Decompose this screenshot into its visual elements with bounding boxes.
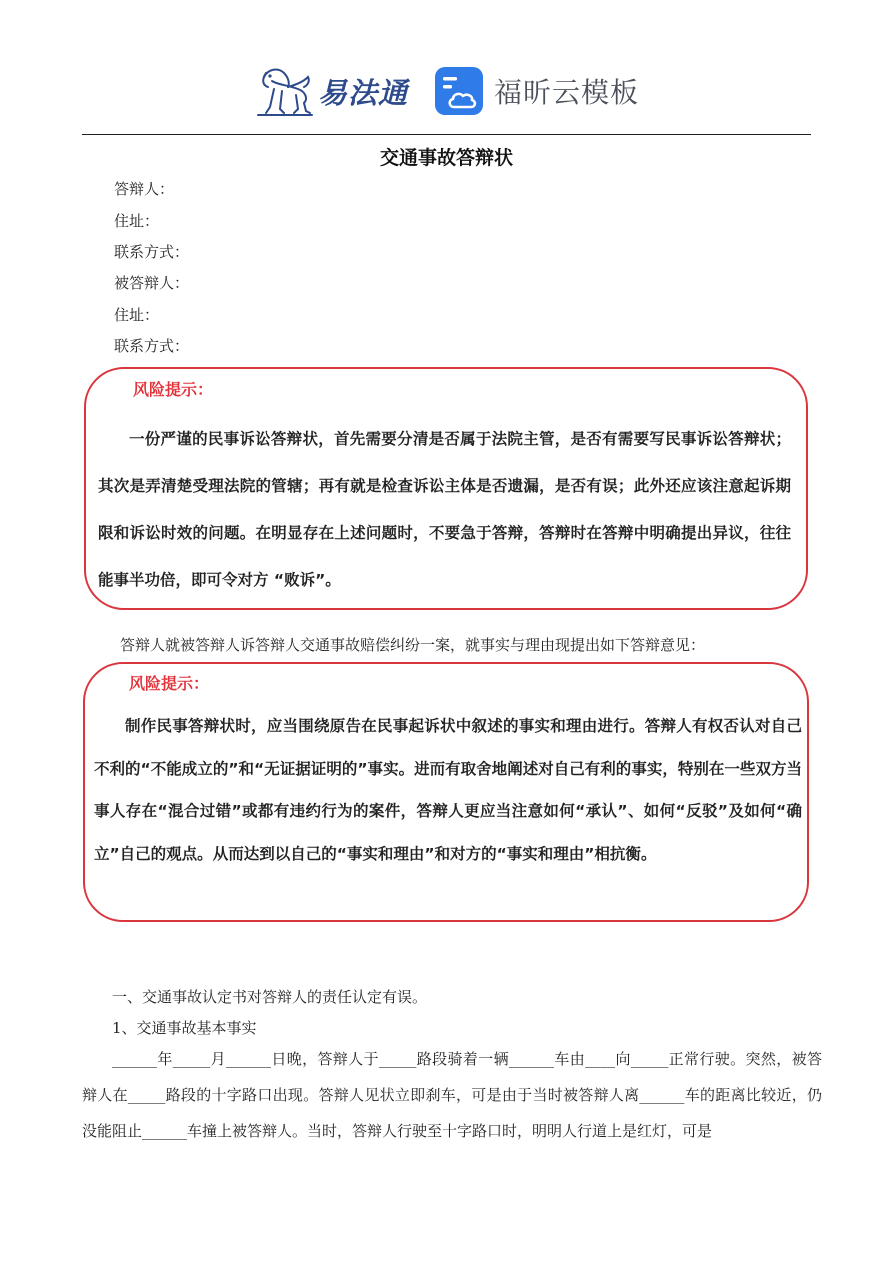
header-divider — [82, 134, 811, 135]
risk-notice-title: 风险提示： — [133, 380, 214, 399]
claimant-address-field: 住址： — [114, 306, 160, 324]
subsection-heading: 1、交通事故基本事实 — [112, 1019, 257, 1037]
cloud-document-icon — [434, 66, 484, 116]
respondent-contact-field: 联系方式： — [114, 243, 190, 261]
defense-intro: 答辩人就被答辩人诉答辩人交通事故赔偿纠纷一案，就事实与理由现提出如下答辩意见： — [120, 636, 706, 654]
claimant-field: 被答辩人： — [114, 274, 190, 292]
risk-notice-title: 风险提示： — [129, 674, 210, 693]
yifatong-logo — [254, 63, 408, 119]
page-header — [0, 58, 893, 124]
risk-notice-box — [83, 662, 809, 922]
foxit-cloud-template-logo — [434, 66, 639, 116]
document-title: 交通事故答辩状 — [379, 147, 513, 169]
claimant-contact-field: 联系方式： — [114, 337, 190, 355]
respondent-address-field: 住址： — [114, 212, 160, 230]
risk-notice-box — [84, 367, 808, 610]
qilin-emblem-icon — [254, 63, 314, 119]
respondent-field: 答辩人： — [114, 180, 175, 198]
fact-paragraph: ______年_____月______日晚，答辩人于_____路段骑着一辆______车由____向_____正常行驶。突然，被答辩人在_____路段的十字路口出现。答辩人见状立即刹车，可是由于当时被答辩人离______车的距离比较近，仍没能阻止______车撞上被答辩人。当时，答辩人行驶至十字路口时，明明人行道上是红灯，可是 — [82, 1050, 822, 1140]
section-heading: 一、交通事故认定书对答辩人的责任认定有误。 — [112, 988, 428, 1006]
yifatong-logo-text: 易法通 — [317, 75, 408, 110]
foxit-cloud-template-logo-text: 福昕云模板 — [494, 76, 640, 109]
risk-notice-body: 一份严谨的民事诉讼答辩状，首先需要分清是否属于法院主管，是否有需要写民事诉讼答辩状；其次是弄清楚受理法院的管辖；再有就是检查诉讼主体是否遗漏，是否有误；此外还应该注意起诉期限和诉讼时效的问题。在明显存在上述问题时，不要急于答辩，答辩时在答辩中明确提出异议，往往能事半功倍，即可令对方 “败诉”。 — [98, 430, 791, 589]
risk-notice-body: 制作民事答辩状时，应当围绕原告在民事起诉状中叙述的事实和理由进行。答辩人有权否认对自己不利的“不能成立的”和“无证据证明的”事实。进而有取舍地阐述对自己有利的事实，特别在一些双方当事人存在“混合过错”或都有违约行为的案件，答辩人更应当注意如何“承认”、如何“反驳”及如何“确立”自己的观点。从而达到以自己的“事实和理由”和对方的“事实和理由”相抗衡。 — [94, 717, 802, 863]
